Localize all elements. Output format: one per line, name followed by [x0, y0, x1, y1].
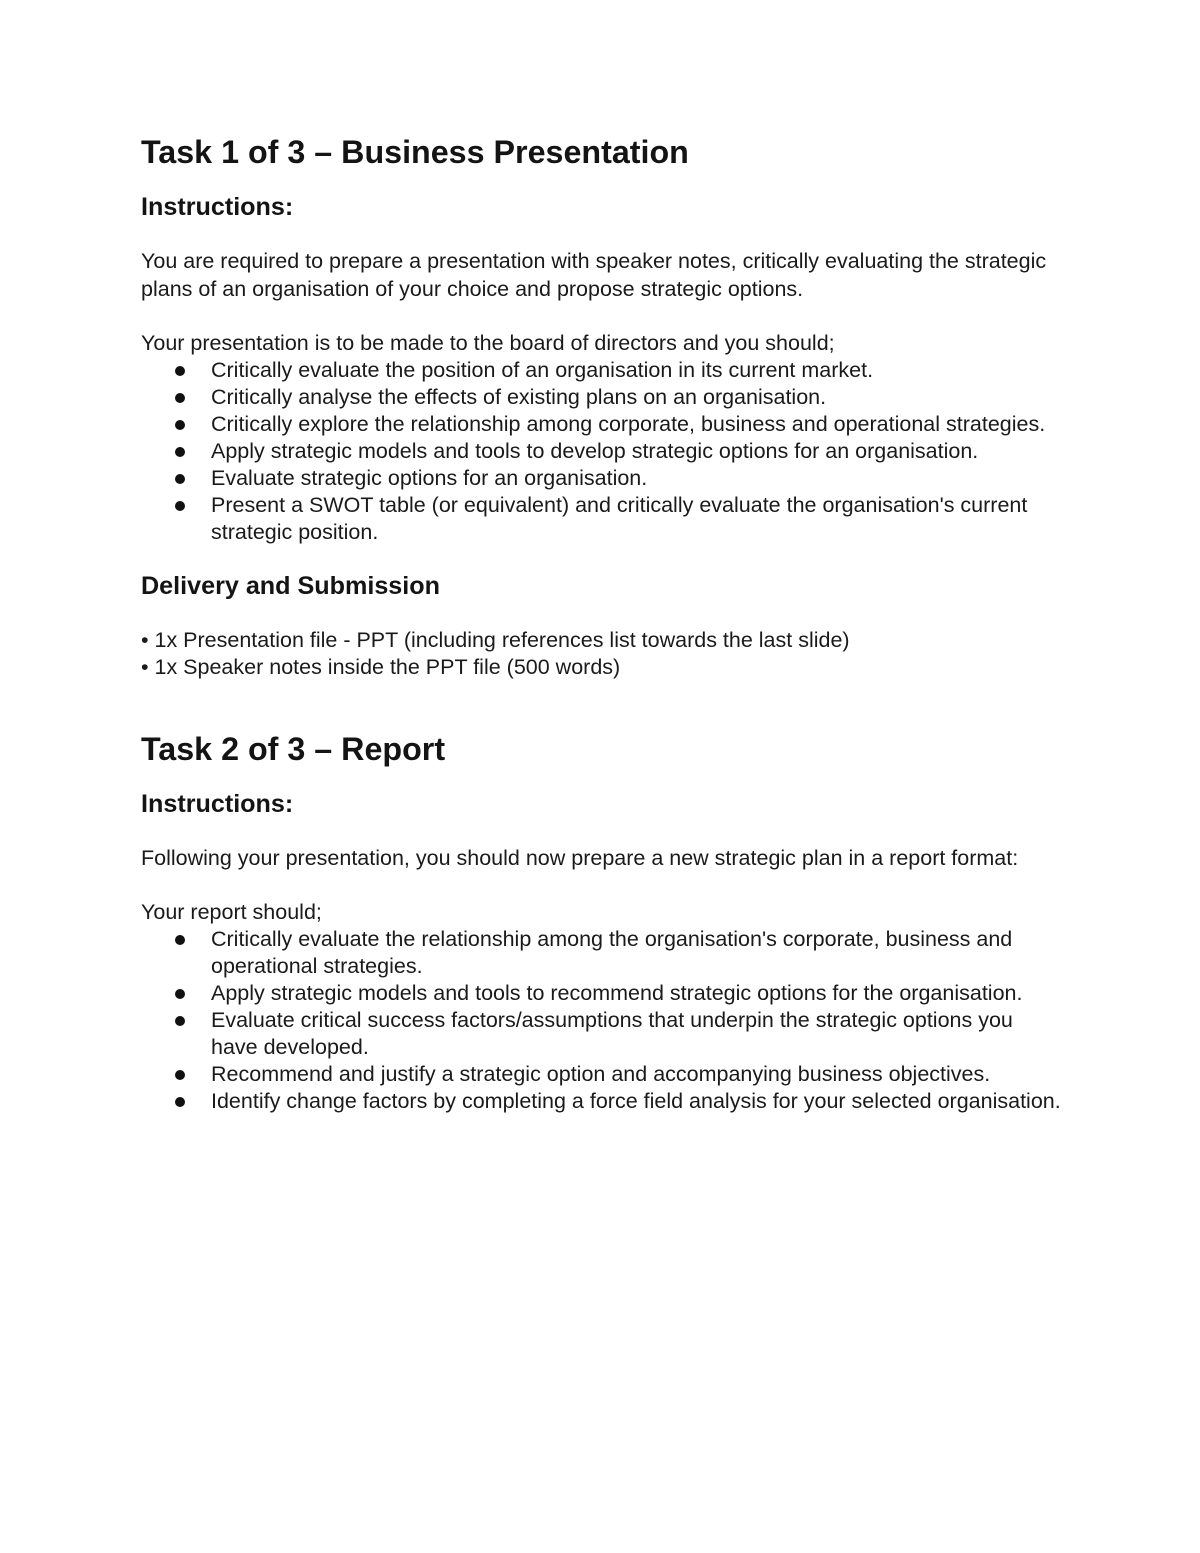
bullet-dot-icon	[175, 393, 185, 403]
task1-bullet-list	[141, 357, 1061, 546]
list-item-text: Evaluate strategic options for an organisation.	[211, 466, 648, 490]
task1-intro: You are required to prepare a presentation with speaker notes, critically evaluating the strategic plans of an organisation of your choice and propose strategic options.	[141, 249, 1047, 301]
bullet-dot-icon	[175, 447, 185, 457]
list-item-text: Critically analyse the effects of existing plans on an organisation.	[211, 385, 827, 409]
list-item-text: Apply strategic models and tools to develop strategic options for an organisation.	[211, 439, 979, 463]
list-item	[141, 492, 1061, 546]
task2-intro: Following your presentation, you should now prepare a new strategic plan in a report format:	[141, 846, 1019, 870]
list-item-text: Critically explore the relationship among corporate, business and operational strategies.	[211, 412, 1046, 436]
task1-lead: Your presentation is to be made to the board of directors and you should;	[141, 331, 835, 355]
bullet-dot-icon	[175, 1070, 185, 1080]
list-item	[141, 384, 1061, 411]
list-item	[141, 1061, 1061, 1088]
bullet-dot-icon	[175, 1016, 185, 1026]
list-item	[141, 411, 1061, 438]
list-item-text: Recommend and justify a strategic option and accompanying business objectives.	[211, 1062, 991, 1086]
list-item	[141, 980, 1061, 1007]
bullet-dot-icon	[175, 474, 185, 484]
task1-title: Task 1 of 3 – Business Presentation	[141, 134, 689, 170]
list-item-text: Present a SWOT table (or equivalent) and critically evaluate the organisation's current strategic position.	[211, 493, 1028, 544]
task2-title: Task 2 of 3 – Report	[141, 731, 446, 767]
list-item-text: Identify change factors by completing a force field analysis for your selected organisation.	[211, 1089, 1061, 1113]
bullet-dot-icon	[175, 989, 185, 999]
list-item-text: Apply strategic models and tools to recommend strategic options for the organisation.	[211, 981, 1023, 1005]
list-item-text: Evaluate critical success factors/assumptions that underpin the strategic options you have developed.	[211, 1008, 1013, 1059]
list-item	[141, 1007, 1061, 1061]
bullet-dot-icon	[175, 420, 185, 430]
task1-instructions-label: Instructions:	[141, 193, 294, 221]
bullet-dot-icon	[175, 366, 185, 376]
bullet-dot-icon	[175, 935, 185, 945]
task2-bullet-list	[141, 926, 1061, 1115]
list-item	[141, 357, 1061, 384]
bullet-dot-icon	[175, 1097, 185, 1107]
delivery-heading: Delivery and Submission	[141, 572, 440, 600]
delivery-item-presentation: • 1x Presentation file - PPT (including references list towards the last slide)	[141, 628, 850, 652]
list-item	[141, 438, 1061, 465]
bullet-dot-icon	[175, 501, 185, 511]
list-item	[141, 465, 1061, 492]
task2-lead: Your report should;	[141, 900, 322, 924]
list-item-text: Critically evaluate the relationship among the organisation's corporate, business and operational strategies.	[211, 927, 1013, 978]
delivery-item-speaker-notes: • 1x Speaker notes inside the PPT file (500 words)	[141, 655, 621, 679]
task2-instructions-label: Instructions:	[141, 790, 294, 818]
list-item-text: Critically evaluate the position of an organisation in its current market.	[211, 358, 874, 382]
list-item	[141, 1088, 1061, 1115]
document-page	[141, 134, 1061, 1115]
list-item	[141, 926, 1061, 980]
